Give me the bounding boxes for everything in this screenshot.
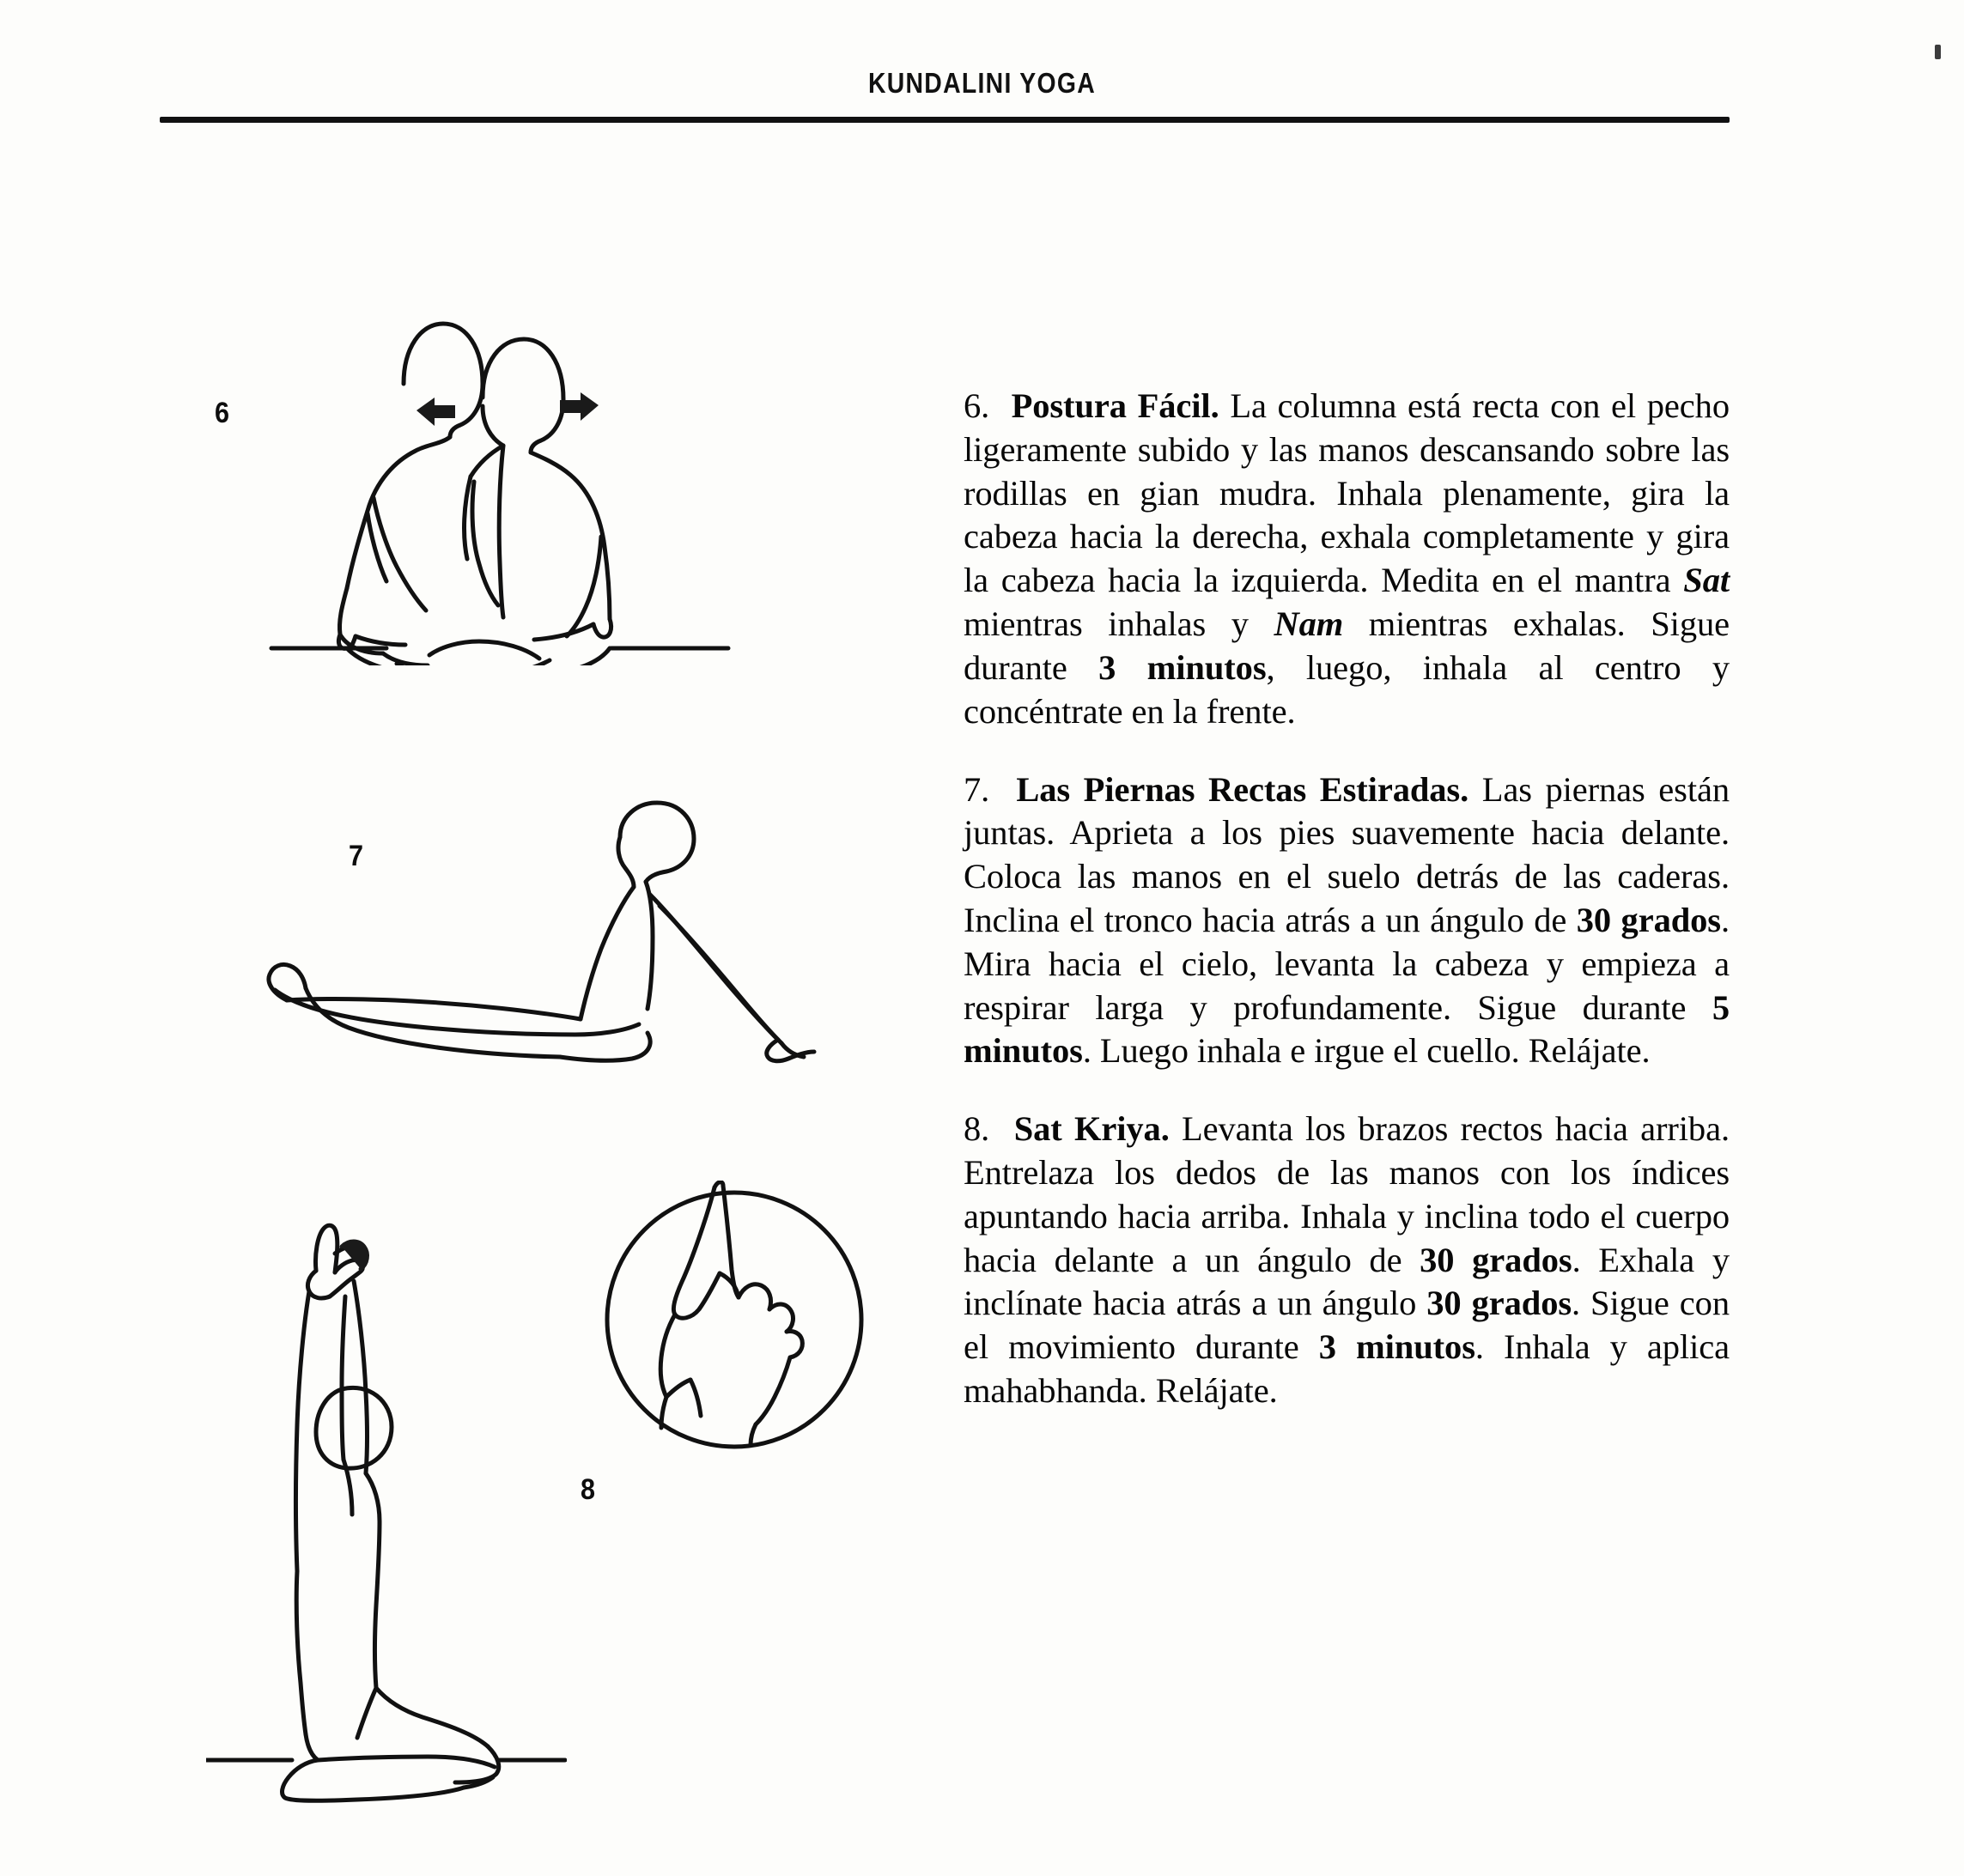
figure-6-easy-pose-illustration	[258, 305, 739, 665]
paragraph-6-italic-2: Nam	[1274, 604, 1344, 644]
figure-8-sat-kriya-illustration	[206, 1202, 567, 1803]
paragraph-6-body-3: mientras exhalas. Sigue durante	[964, 604, 1730, 687]
paragraph-7-body-2: . Mira hacia el cielo, levanta la cabeza y empieza a respirar larga y profundamente. Sigue durante	[964, 900, 1730, 1027]
paragraph-6-title: Postura Fácil.	[1011, 386, 1219, 425]
figure-7-straight-legs-illustration	[223, 794, 824, 1112]
paragraph-6-number: 6.	[964, 386, 990, 425]
body-text-column	[964, 385, 1730, 1413]
paragraph-6	[964, 385, 1730, 734]
figure-number-8: 8	[581, 1473, 596, 1506]
paragraph-8-number: 8.	[964, 1109, 990, 1149]
paragraph-8-bold-2: 30 grados	[1426, 1284, 1572, 1323]
paragraph-8-title: Sat Kriya.	[1013, 1109, 1170, 1149]
figure-column	[0, 0, 936, 1876]
scan-artifact-mark	[1935, 45, 1941, 59]
figure-number-7: 7	[349, 840, 364, 872]
running-head: KUNDALINI YOGA	[867, 67, 1097, 99]
paragraph-6-body-2: mientras inhalas y	[964, 604, 1274, 644]
paragraph-7	[964, 768, 1730, 1074]
paragraph-8-body-3: . Sigue con el movimiento durante	[964, 1284, 1730, 1367]
paragraph-7-number: 7.	[964, 769, 990, 809]
paragraph-6-italic-1: Sat	[1683, 561, 1730, 600]
paragraph-6-body-4: , luego, inhala al centro y concéntrate en la frente.	[964, 647, 1730, 731]
figure-number-6: 6	[215, 397, 230, 429]
paragraph-7-bold-1: 30 grados	[1576, 900, 1721, 939]
head-turn-arrows	[417, 392, 599, 426]
paragraph-8-bold-1: 30 grados	[1420, 1240, 1572, 1279]
paragraph-7-bold-2: 5 minutos	[964, 987, 1730, 1071]
paragraph-8-body-4: . Inhala y aplica mahabhanda. Relájate.	[964, 1327, 1730, 1411]
paragraph-8-bold-3: 3 minutos	[1318, 1327, 1475, 1367]
paragraph-8-body-2: . Exhala y inclínate hacia atrás a un ángulo	[964, 1240, 1730, 1323]
paragraph-7-body-1: Las piernas están juntas. Aprieta a los pies suavemente hacia delante. Coloca las manos en el suelo detrás de las caderas. Inclina el tronco hacia atrás a un ángulo de	[964, 769, 1730, 939]
hand-mudra-inset-illustration	[593, 1181, 876, 1464]
paragraph-7-body-3: . Luego inhala e irgue el cuello. Relájate.	[1082, 1031, 1651, 1071]
paragraph-7-title: Las Piernas Rectas Estiradas.	[1016, 769, 1469, 809]
paragraph-8	[964, 1108, 1730, 1413]
paragraph-8-body-1: Levanta los brazos rectos hacia arriba. Entrelaza los dedos de las manos con los índices apuntando hacia arriba. Inhala y inclina todo el cuerpo hacia delante a un ángulo de	[964, 1109, 1730, 1279]
paragraph-6-body-1: La columna está recta con el pecho ligeramente subido y las manos descansando sobre las rodillas en gian mudra. Inhala plenamente, gira la cabeza hacia la derecha, exhala completamente y gira la cabeza hacia la izquierda. Medita en el mantra	[964, 386, 1730, 600]
paragraph-6-bold-1: 3 minutos	[1098, 647, 1267, 687]
